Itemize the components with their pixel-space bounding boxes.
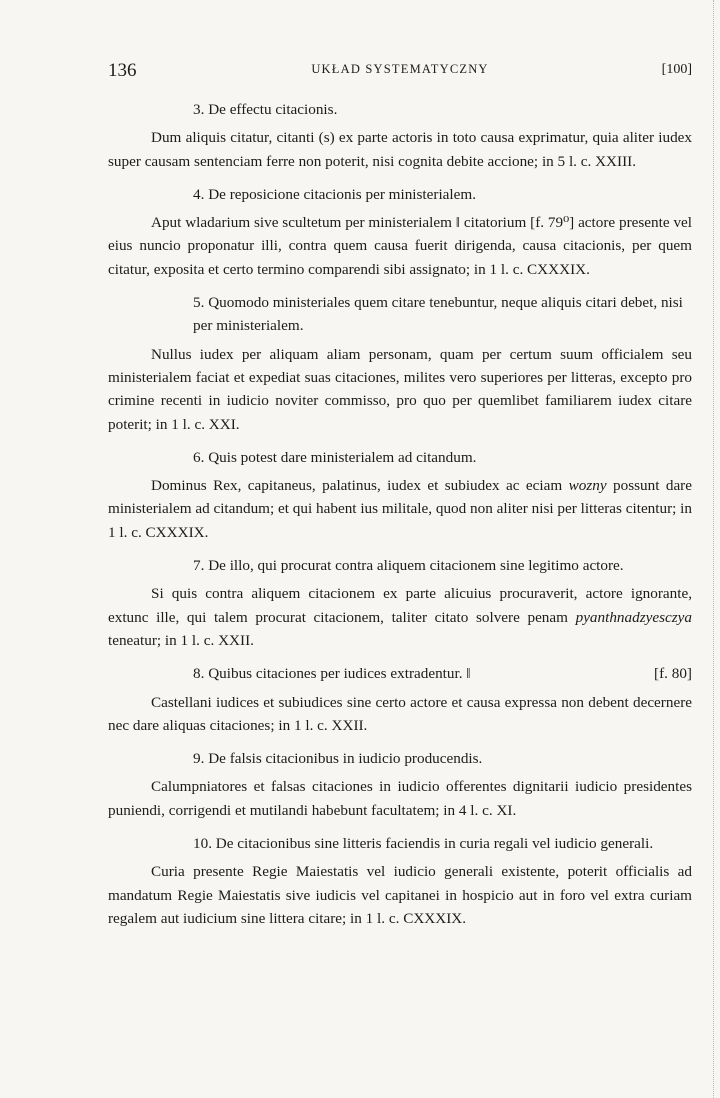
paragraph-text-continued: teneatur; in 1 l. c. XXII. xyxy=(108,631,254,649)
section-1 xyxy=(108,98,692,173)
section-heading-text: 5. Quomodo ministeriales quem citare tenebuntur, neque aliquis citari debet, nisi per ministerialem. xyxy=(193,294,683,335)
section-heading xyxy=(108,832,692,855)
paragraph-text: Dominus Rex, capitaneus, palatinus, iudex et subiudex ac eciam xyxy=(151,477,569,495)
section-heading-text: 3. De effectu citacionis. xyxy=(193,101,338,118)
section-paragraph xyxy=(108,582,692,652)
section-2 xyxy=(108,183,692,281)
page-body xyxy=(108,98,692,940)
section-heading xyxy=(108,747,692,770)
paragraph-text: Aput wladarium sive scultetum per ministerialem ‖ citatorium [f. 79⁰] actore presente vel eius nuncio proponatur illi, contra quem causa fuerit dirigenda, causa citacionis, per quem citatur, exposita et certo termino comparendi sibi assignato; in 1 l. c. CXXXIX. xyxy=(108,214,692,278)
paragraph-text: Nullus iudex per aliquam aliam personam, quam per certum suum officialem seu ministerialem faciat et expediat suas citaciones, milites vero superiores per litteras, excepto pro crimine recenti in iudicio noviter commisso, pro quo per quemlibet familiarem iudex citare poterit; in 1 l. c. XXI. xyxy=(108,345,692,433)
section-heading xyxy=(108,183,692,206)
section-heading xyxy=(108,446,692,469)
section-paragraph xyxy=(108,775,692,822)
paragraph-italic-term: wozny xyxy=(568,477,607,495)
paragraph-text: Si quis contra aliquem citacionem ex parte alicuius procuraverit, actore ignorante, extunc ille, qui talem procurat citacionem, taliter citato solvere penam xyxy=(108,585,692,626)
section-heading-text: 6. Quis potest dare ministerialem ad citandum. xyxy=(193,448,477,466)
section-6 xyxy=(108,662,692,737)
section-heading xyxy=(108,554,692,577)
section-number: [100] xyxy=(661,62,692,77)
paragraph-text: Dum aliquis citatur, citanti (s) ex parte actoris in toto causa exprimatur, quia aliter iudex super causam sentenciam ferre non poterit, nisi cognita debite accione; in 5 l. c. XXIII. xyxy=(108,129,692,170)
section-8 xyxy=(108,832,692,930)
paragraph-text: Curia presente Regie Maiestatis vel iudicio generali existente, poterit officialis ad mandatum Regie Maiestatis sive iudicis vel capitanei in hospicio aut in foro vel extra curiam regalem aut iudicium sine littera citare; in 1 l. c. CXXXIX. xyxy=(108,863,692,927)
section-4 xyxy=(108,446,692,544)
section-7 xyxy=(108,747,692,822)
section-3 xyxy=(108,291,692,436)
section-heading-text: 7. De illo, qui procurat contra aliquem citacionem sine legitimo actore. xyxy=(193,557,624,575)
section-paragraph xyxy=(108,343,692,436)
section-heading-text: 10. De citacionibus sine litteris faciendis in curia regali vel iudicio generali. xyxy=(193,835,654,853)
paragraph-text: Calumpniatores et falsas citaciones in iudicio offerentes dignitarii iudicio presidentes puniendi, corrigendi et mutilandi habebunt facultatem; in 4 l. c. XI. xyxy=(108,778,692,819)
section-paragraph xyxy=(108,211,692,281)
section-heading xyxy=(108,98,692,121)
section-paragraph xyxy=(108,126,692,173)
running-header xyxy=(108,60,692,84)
page-number: 136 xyxy=(108,60,137,81)
running-title: UKŁAD SYSTEMATYCZNY xyxy=(311,62,489,76)
section-heading-text: 8. Quibus citaciones per iudices extradentur. ‖ xyxy=(193,665,471,683)
section-heading-text: 4. De reposicione citacionis per ministerialem. xyxy=(193,185,476,203)
folio-reference: [f. 80] xyxy=(654,665,692,683)
section-heading-text: 9. De falsis citacionibus in iudicio producendis. xyxy=(193,750,483,768)
paragraph-italic-term: pyanthnadzyesczya xyxy=(575,608,692,626)
paragraph-text: Castellani iudices et subiudices sine certo actore et causa expressa non debent decernere nec dare aliquas citaciones; in 1 l. c. XXII. xyxy=(108,693,692,734)
section-paragraph xyxy=(108,474,692,544)
paragraph-text-continued: possunt dare ministerialem ad citandum; et qui habent ius militale, quod non aliter nisi per litteras citentur; in 1 l. c. CXXXIX. xyxy=(108,477,692,541)
section-heading xyxy=(108,291,692,338)
section-5 xyxy=(108,554,692,652)
section-paragraph xyxy=(108,860,692,930)
section-heading xyxy=(108,662,692,685)
page-edge xyxy=(712,0,714,1098)
section-paragraph xyxy=(108,691,692,738)
